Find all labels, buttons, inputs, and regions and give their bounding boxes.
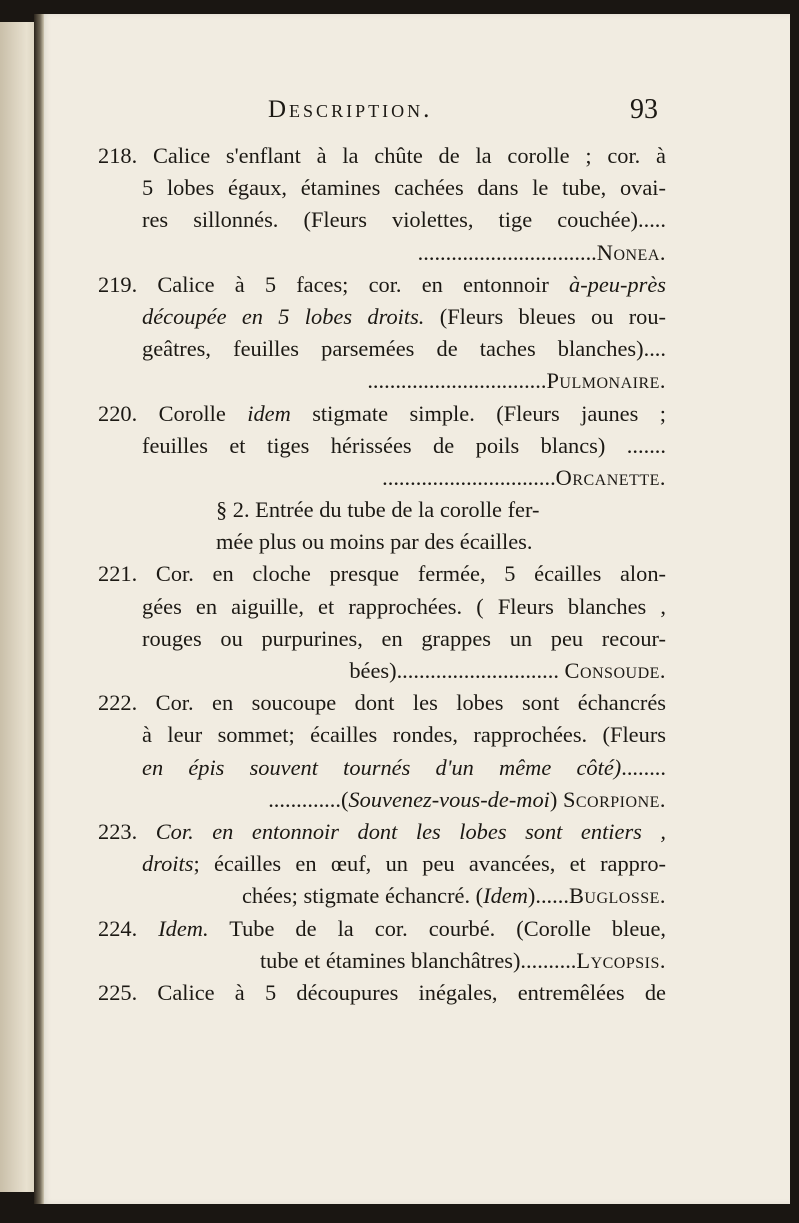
text-line <box>98 172 666 204</box>
text-line <box>98 301 666 333</box>
text-run: 222. Cor. en soucoupe dont les lobes sont échancrés <box>98 690 666 716</box>
text-run: ; écailles en œuf, un peu avancées, et rappro- <box>193 851 666 877</box>
text-line <box>98 880 666 912</box>
text-line <box>98 237 666 269</box>
text-run: geâtres, feuilles parsemées de taches blanches).... <box>142 336 666 362</box>
italic-text: en épis souvent tournés d'un même côté) <box>142 754 622 780</box>
text-line <box>98 140 666 172</box>
text-run: stigmate simple. (Fleurs jaunes ; <box>290 400 666 426</box>
text-line <box>98 977 666 1009</box>
text-line <box>98 494 666 526</box>
italic-text: découpée en 5 lobes droits. <box>142 303 425 329</box>
text-run: 220. Corolle <box>98 400 248 426</box>
text-line <box>98 558 666 590</box>
text-run: res sillonnés. (Fleurs violettes, tige couchée)..... <box>142 207 666 233</box>
genus-name: Lycopsis. <box>576 947 666 973</box>
text-line <box>98 623 666 655</box>
italic-text: à-peu-près <box>569 271 666 297</box>
text-line <box>98 526 666 558</box>
text-run: ................................ <box>417 239 597 265</box>
text-line <box>98 398 666 430</box>
text-line <box>98 462 666 494</box>
text-line <box>98 365 666 397</box>
genus-name: Orcanette. <box>555 464 666 490</box>
italic-text: droits <box>142 851 194 877</box>
text-run: 223. <box>98 818 156 844</box>
text-line <box>98 591 666 623</box>
text-run: ........ <box>621 754 666 780</box>
page-number: 93 <box>630 94 658 125</box>
text-run: rouges ou purpurines, en grappes un peu recour- <box>142 625 666 651</box>
text-run: chées; stigmate échancré. ( <box>241 883 484 909</box>
text-line <box>98 687 666 719</box>
italic-text: Souvenez-vous-de-moi <box>348 786 550 812</box>
text-line <box>98 204 666 236</box>
text-run: 218. Calice s'enflant à la chûte de la corolle ; cor. à <box>98 143 666 168</box>
text-run: Tube de la cor. courbé. (Corolle bleue, <box>208 915 666 941</box>
text-run: mée plus ou moins par des écailles. <box>216 529 533 555</box>
text-run: bées)............................. <box>349 658 565 683</box>
text-run: 221. Cor. en cloche presque fermée, 5 écailles alon- <box>98 561 666 587</box>
genus-name: Buglosse. <box>568 883 666 909</box>
text-run: tube et étamines blanchâtres).......... <box>259 947 577 973</box>
text-line <box>98 913 666 945</box>
text-run: ) <box>549 786 563 812</box>
facing-page-edge <box>0 22 38 1192</box>
text-line <box>98 784 666 816</box>
genus-name: Pulmonaire. <box>546 368 666 394</box>
italic-text: idem <box>247 400 291 426</box>
text-run: 225. Calice à 5 découpures inégales, entremêlées de <box>98 979 666 1005</box>
text-line <box>98 848 666 880</box>
text-run: 219. Calice à 5 faces; cor. en entonnoir <box>98 271 569 297</box>
italic-text: Cor. en entonnoir dont les lobes sont entiers , <box>155 818 666 844</box>
text-run: gées en aiguille, et rapprochées. ( Fleurs blanches , <box>142 593 666 619</box>
text-run: 224. <box>98 915 159 941</box>
running-title: Description. <box>268 96 433 123</box>
book-gutter <box>34 14 44 1204</box>
text-run: à leur sommet; écailles rondes, rapprochées. (Fleurs <box>142 722 666 748</box>
text-line <box>98 752 666 784</box>
body-text <box>98 140 666 1009</box>
text-run: ............................... <box>382 464 556 490</box>
text-line <box>98 430 666 462</box>
text-run: .............( <box>268 786 349 812</box>
text-line <box>98 719 666 751</box>
running-header <box>268 96 658 136</box>
italic-text: Idem. <box>158 915 209 941</box>
text-line <box>98 816 666 848</box>
text-run: )...... <box>527 883 569 909</box>
text-run: ................................ <box>367 368 547 394</box>
text-run: 5 lobes égaux, étamines cachées dans le tube, ovai- <box>142 175 666 201</box>
text-run: feuilles et tiges hérissées de poils blancs) ....... <box>142 432 666 458</box>
genus-name: Scorpione. <box>562 786 666 812</box>
text-line <box>98 269 666 301</box>
text-line <box>98 333 666 365</box>
italic-text: Idem <box>483 883 528 909</box>
text-run: § 2. Entrée du tube de la corolle fer- <box>216 497 540 523</box>
genus-name: Consoude. <box>564 658 666 683</box>
text-line <box>98 945 666 977</box>
genus-name: Nonea. <box>596 239 666 265</box>
text-run: (Fleurs bleues ou rou- <box>424 303 666 329</box>
text-line <box>98 655 666 687</box>
